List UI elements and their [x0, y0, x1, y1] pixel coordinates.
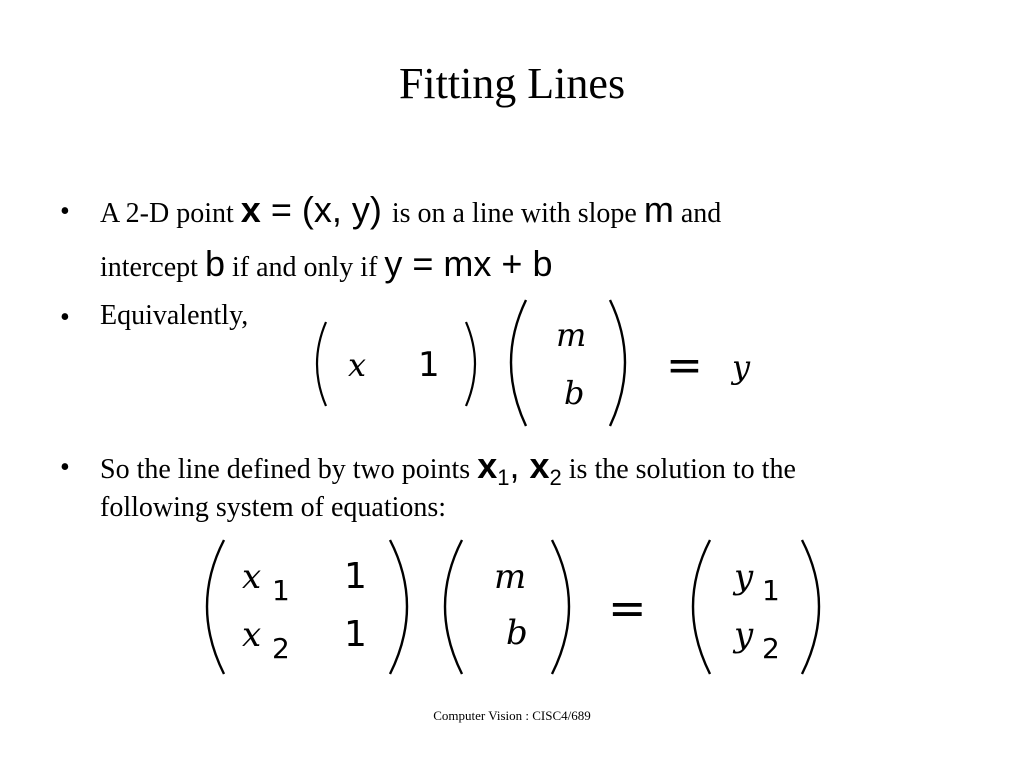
- matrix-x1: x: [242, 557, 262, 597]
- left-paren-row: [317, 322, 326, 406]
- bullet-3-text-b: is the solution to the: [561, 454, 796, 485]
- bullet-2-text: Equivalently,: [100, 300, 249, 331]
- point-x2-sub: 2: [549, 465, 562, 490]
- equation-2: [190, 534, 850, 680]
- bullet-marker: •: [60, 302, 70, 333]
- slope-m: m: [643, 189, 674, 230]
- matrix-x2-sub: 2: [272, 632, 290, 665]
- rhs-y1: y: [734, 557, 754, 597]
- bullet-1-text-a: A 2-D point: [100, 198, 241, 229]
- right-paren-rhs: [802, 540, 819, 674]
- rhs-y: y: [732, 348, 751, 386]
- rhs-y2-sub: 2: [762, 632, 780, 665]
- intercept-b: b: [204, 243, 225, 284]
- params-m: m: [494, 557, 527, 597]
- bullet-1-text-e: if and only if: [224, 252, 385, 283]
- matrix-x1-sub: 1: [272, 574, 290, 607]
- left-paren-params: [445, 540, 462, 674]
- left-paren-col: [511, 300, 526, 426]
- equals-sign: =: [666, 340, 703, 391]
- slide-title: Fitting Lines: [398, 59, 626, 108]
- matrix-x2: x: [242, 615, 262, 655]
- row-one: 1: [418, 345, 440, 385]
- line-equation: y = mx + b: [384, 243, 553, 284]
- col-m: m: [556, 316, 587, 354]
- col-b: b: [564, 374, 585, 412]
- slide-footer: Computer Vision : CISC4/689: [433, 708, 591, 723]
- bullet-3-line-2: following system of equations:: [100, 492, 447, 523]
- points-comma: ,: [509, 445, 530, 486]
- matrix-one-bottom: 1: [344, 614, 367, 655]
- bullet-marker: •: [60, 452, 70, 483]
- bullet-3-line-1: [100, 445, 796, 490]
- left-paren-matrix: [207, 540, 224, 674]
- point-x-bold: x: [240, 189, 261, 230]
- bullet-1-text-d: intercept: [100, 252, 205, 283]
- equation-1: [300, 292, 780, 432]
- bullet-1-line-2: [100, 243, 553, 284]
- bullet-1-line-1: [100, 189, 722, 230]
- equals-sign-2: =: [608, 581, 647, 635]
- bullet-3-text-a: So the line defined by two points: [100, 454, 478, 485]
- right-paren-col: [610, 300, 625, 426]
- bullet-1-text-b: is on a line with slope: [391, 198, 644, 229]
- left-paren-rhs: [693, 540, 710, 674]
- point-x2: x: [529, 445, 550, 486]
- row-x: x: [348, 346, 367, 384]
- right-paren-row: [466, 322, 475, 406]
- bullet-1-text-c: and: [673, 198, 722, 229]
- bullet-marker: •: [60, 196, 70, 227]
- right-paren-params: [552, 540, 569, 674]
- point-x1: x: [477, 445, 498, 486]
- matrix-one-top: 1: [344, 556, 367, 597]
- point-x1-sub: 1: [497, 465, 510, 490]
- params-b: b: [506, 613, 528, 653]
- rhs-y2: y: [734, 615, 754, 655]
- point-definition: = (x, y): [260, 189, 392, 230]
- rhs-y1-sub: 1: [762, 574, 780, 607]
- right-paren-matrix: [390, 540, 407, 674]
